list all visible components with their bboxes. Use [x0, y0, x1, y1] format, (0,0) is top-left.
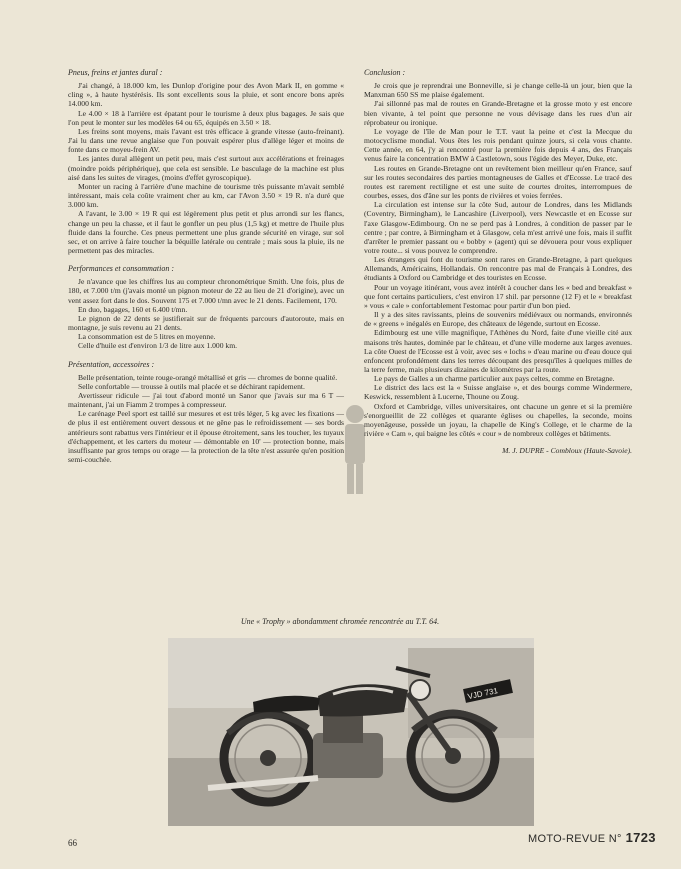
- paragraph: Les freins sont moyens, mais l'avant est très efficace à grande vitesse (auto-freinant). J'ai lu dans une revue anglaise que l'on pouvait espérer plus d'allège léger et moins de fonte dans ce moyeu-frein AV.: [68, 126, 344, 155]
- paragraph: Le pays de Galles a un charme particulier aux pays celtes, comme en Bretagne.: [374, 374, 615, 384]
- paragraph: Le voyage de l'île de Man pour le T.T. vaut la peine et c'est la Mecque du motocyclisme mondial. Vous êtes les rois pendant quinze jours, si cela vous chante. Cette année, en 64, j'y ai rencontré pour la première fois depuis 4 ans, des Français venus faire la concentration BMW à Castletown, sous l'égide des Meyer, Duke, etc.: [364, 126, 632, 164]
- motorcycle-illustration: [168, 638, 534, 826]
- issue-number: 1723: [625, 830, 656, 845]
- paragraph: Les jantes dural allègent un petit peu, mais c'est surtout aux accélérations et freinages (moindre poids périphérique), que cela est sensible. Le basculage de la machine est plus aisé dans les suites de virages, (moins d'effet gyroscopique).: [68, 154, 344, 182]
- number-plate-text: VJD 731: [466, 686, 499, 702]
- paragraph: Celle d'huile est d'environ 1/3 de litre aux 1.000 km.: [78, 341, 238, 351]
- paragraph: En duo, bagages, 160 et 6.400 t/mn.: [78, 304, 188, 314]
- right-column: [364, 68, 632, 455]
- paragraph: Oxford et Cambridge, villes universitaires, ont chacune un genre et si la première s'enorgueillit de 22 collèges et quarante églises ou chapelles, la seconde, moins moyenâgeuse, possède un joyau, la chapelle de King's College, et le charme de la rivière « Cam », qui baigne les côtés « cour » de nombreux collèges et bâtiments.: [364, 401, 632, 439]
- left-column: [68, 68, 344, 464]
- page-number: 66: [68, 838, 77, 848]
- paragraph: J'ai sillonné pas mal de routes en Grande-Bretagne et la grosse moto y est encore bien vivante, à tel point que personne ne vous dévisage dans les rues d'un air réprobateur ou ironique.: [364, 99, 632, 127]
- paragraph: Les étrangers qui font du tourisme sont rares en Grande-Bretagne, à part quelques Allemands, Américains, Hollandais. On rencontre pas mal de Français à Londres, des étudiants à Oxford ou Cambridge et des touristes en Ecosse.: [364, 255, 632, 283]
- paragraph: Je crois que je reprendrai une Bonneville, si je change celle-là un jour, bien que la Manxman 650 SS me plaise également.: [364, 81, 632, 100]
- paragraph: Avertisseur ridicule — j'ai tout d'abord monté un Sanor que j'avais sur ma 6 T — maintenant, j'ai un Fiamm 2 trompes à compresseur.: [68, 391, 344, 410]
- magazine-footer: [528, 830, 656, 845]
- section-title-performance: Performances et consommation :: [68, 264, 174, 274]
- paragraph: La consommation est de 5 litres en moyenne.: [78, 332, 216, 342]
- paragraph: Monter un racing à l'arrière d'une machine de tourisme très puissante m'avait semblé intéressant, mais cela coûte vraiment cher au km, car l'Avon 3.50 × 19 R. n'a duré que 3.000 km.: [68, 181, 344, 210]
- paragraph: Le district des lacs est la « Suisse anglaise », et des bourgs comme Windermere, Keswick, ressemblent à Lucerne, Thoune ou Zoug.: [364, 383, 632, 402]
- paragraph: Le carénage Peel sport est taillé sur mesures et est très léger, 5 kg avec les fixations — de plus il est entièrement ouvert dessous et ne gêne pas le refroidissement — ses bords antérieurs sont rabattus vers l'intérieur et il épouse étroitement, sans les toucher, les tuyaux d'échappement, et les carters du moteur — démontable en 10' — protection bonne, mais insuffisante par gros temps ou orage — la protection de la tête n'est assurée qu'en position semi-couchée.: [68, 409, 344, 465]
- section-title-conclusion: Conclusion :: [364, 68, 406, 77]
- paragraph: Le pignon de 22 dents se justifierait sur de fréquents parcours d'autoroute, mais en montagne, je suis revenu au 21 dents.: [68, 313, 344, 333]
- paragraph: Belle présentation, teinte rouge-orangé métallisé et gris — chromes de bonne qualité.: [78, 372, 338, 382]
- paragraph: Il y a des sites ravissants, pleins de souvenirs médiévaux ou normands, environnés de « greens » inégalés en Europe, des châteaux de légende, surtout en Ecosse.: [364, 310, 632, 329]
- paragraph: Selle confortable — trousse à outils mal placée et se déchirant rapidement.: [78, 381, 305, 391]
- section-title-presentation: Présentation, accessoires :: [68, 359, 155, 369]
- paragraph: Je n'avance que les chiffres lus au compteur chronométrique Smith. Une fois, plus de 180, et 7.000 t/m (j'avais monté un pignon moteur de 22 au lieu de 21 d'origine), avec un vent assez fort dans le dos. Souvent 175 et 7.000 t/mn avec le 21 dents. Facilement, 170.: [68, 277, 344, 305]
- motorcycle-photo: [168, 638, 534, 826]
- magazine-name: MOTO-REVUE N°: [528, 833, 622, 845]
- paragraph: A l'avant, le 3.00 × 19 R qui est légèrement plus petit et plus arrondi sur les flancs, change un peu la chasse, et il faut le gonfler un peu plus (1,5 kg) et mettre de l'huile plus fluide dans la fourche. Ces pneus permettent une plus grande sécurité en virage, sur sol sec, et on arrive à faire toucher la béquille latérale ou centrale ; mais sous la pluie, ils ne permettent pas des miracles.: [68, 209, 344, 255]
- library-stamp-figure: [338, 400, 372, 498]
- section-title-tyres: Pneus, freins et jantes dural :: [68, 68, 163, 77]
- paragraph: Le 4.00 × 18 à l'arrière est épatant pour le tourisme à deux plus bagages. Je sais que l'on peut le monter sur les modèles 64 ou 65, équipés en 3.50 × 18.: [68, 108, 344, 127]
- paragraph: J'ai changé, à 18.000 km, les Dunlop d'origine pour des Avon Mark II, en gomme « cling », à haute hystérésis. Ils sont excellents sous la pluie, et sont encore bons après 14.000 km.: [68, 81, 344, 109]
- paragraph: Les routes en Grande-Bretagne ont un revêtement bien meilleur qu'en France, sauf sur les routes secondaires des parties montagneuses de Galles et d'Ecosse. Le tracé des routes est rarement rectiligne et est une suite de courtes droites, interrompues de courbes, esses, dos d'âne sur les ponts de rivières et voies ferrées.: [364, 163, 632, 201]
- paragraph: Pour un voyage itinérant, vous avez intérêt à coucher dans les « bed and breakfast » que font certains particuliers, c'est environ 17 shil. par personne (12 F) et le « breakfast » vous « cale » confortablement l'estomac pour partir d'un bon pied.: [364, 282, 632, 310]
- paragraph: Edimbourg est une ville magnifique, l'Athènes du Nord, faite d'une vieille cité aux maisons très hautes, dominée par le château, et d'une ville moderne aux larges avenues. La côte Ouest de l'Ecosse est à voir, avec ses « lochs » d'eau marine ou d'eau douce qui enfoncent profondément dans les terres découpant des presqu'îles à quelques milles de la terre ferme, mais plusieurs dizaines de kilomètres par la route.: [364, 328, 632, 374]
- photo-caption: Une « Trophy » abondamment chromée rencontrée au T.T. 64.: [240, 617, 440, 626]
- paragraph: La circulation est intense sur la côte Sud, autour de Londres, dans les Midlands (Coventry, Birmingham), le Lancashire (Liverpool), vers Newcastle et en Ecosse sur l'axe Glasgow-Edimbourg. On ne se perd pas à Londres, à condition de passer par le centre ; par contre, à Birmingham et à Glasgow, cela m'est arrivé une fois, mais il suffit d'arrêter le premier passant ou « bobby » (agent) qui se dévouera pour vous expliquer votre route... si vous pouvez le comprendre.: [364, 200, 632, 255]
- author-signature: M. J. DUPRE - Combloux (Haute-Savoie).: [502, 446, 632, 456]
